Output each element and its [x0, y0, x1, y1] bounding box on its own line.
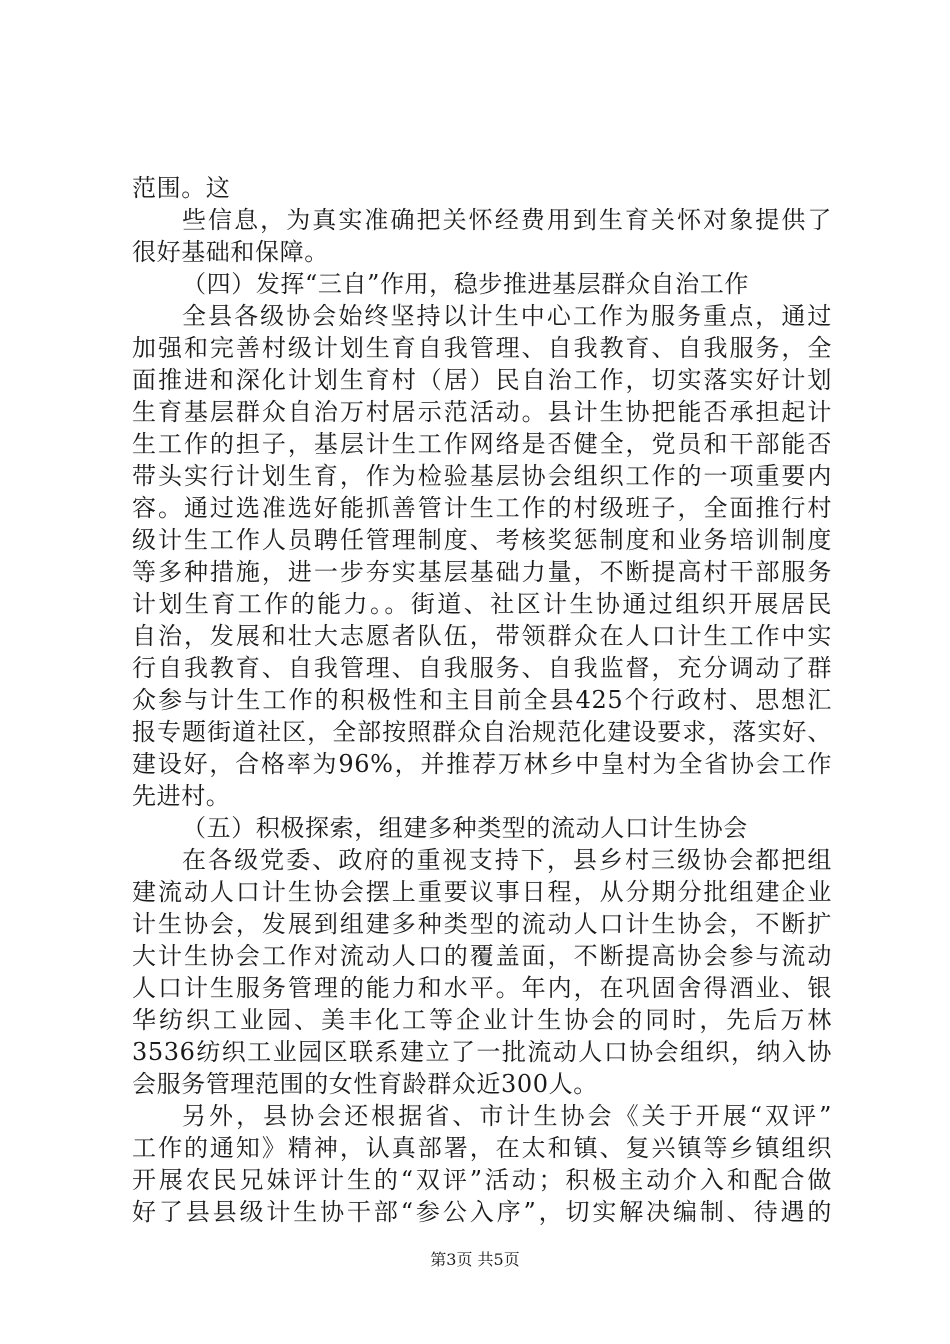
page-footer: 第3页 共5页: [430, 1250, 520, 1269]
text-line: 华纺织工业园、美丰化工等企业计生协会的同时，先后万林: [132, 1006, 832, 1034]
text-line: 加强和完善村级计划生育自我管理、自我教育、自我服务，全: [132, 334, 832, 362]
text-line: 好了县县级计生协干部“参公入序”，切实解决编制、待遇的: [132, 1198, 832, 1226]
text-line: 工作的通知》精神，认真部署，在太和镇、复兴镇等乡镇组织: [132, 1134, 832, 1162]
text-line: 人口计生服务管理的能力和水平。年内，在巩固舍得酒业、银: [132, 974, 832, 1002]
text-line: 面推进和深化计划生育村（居）民自治工作，切实落实好计划: [132, 366, 832, 394]
text-line: 范围。这: [132, 174, 231, 202]
section-heading: （五）积极探索，组建多种类型的流动人口计生协会: [182, 814, 748, 842]
text-line: 开展农民兄妹评计生的“双评”活动；积极主动介入和配合做: [132, 1166, 832, 1194]
text-line: 些信息，为真实准确把关怀经费用到生育关怀对象提供了: [182, 206, 832, 234]
section-heading: （四）发挥“三自”作用，稳步推进基层群众自治工作: [182, 270, 749, 298]
text-line: 生育基层群众自治万村居示范活动。县计生协把能否承担起计: [132, 398, 832, 426]
text-line: 很好基础和保障。: [132, 238, 329, 266]
text-line: 自治，发展和壮大志愿者队伍，带领群众在人口计生工作中实: [132, 622, 832, 650]
text-line: 等多种措施，进一步夯实基层基础力量，不断提高村干部服务: [132, 558, 832, 586]
text-line: 容。通过选准选好能抓善管计生工作的村级班子，全面推行村: [132, 494, 832, 522]
text-line: 行自我教育、自我管理、自我服务、自我监督，充分调动了群: [132, 654, 832, 682]
text-line: 另外，县协会还根据省、市计生协会《关于开展“双评”: [182, 1102, 832, 1130]
text-line: 带头实行计划生育，作为检验基层协会组织工作的一项重要内: [132, 462, 832, 490]
text-line: 计划生育工作的能力。。街道、社区计生协通过组织开展居民: [132, 590, 832, 618]
text-line: 会服务管理范围的女性育龄群众近300人。: [132, 1070, 598, 1098]
text-line: 全县各级协会始终坚持以计生中心工作为服务重点，通过: [182, 302, 832, 330]
text-line: 报专题街道社区，全部按照群众自治规范化建设要求，落实好、: [132, 718, 832, 746]
text-line: 先进村。: [132, 782, 231, 810]
text-line: 计生协会，发展到组建多种类型的流动人口计生协会，不断扩: [132, 910, 832, 938]
document-body: [132, 172, 832, 1228]
text-line: 建流动人口计生协会摆上重要议事日程，从分期分批组建企业: [132, 878, 832, 906]
text-line: 大计生协会工作对流动人口的覆盖面，不断提高协会参与流动: [132, 942, 832, 970]
text-line: 在各级党委、政府的重视支持下，县乡村三级协会都把组: [182, 846, 832, 874]
text-line: 众参与计生工作的积极性和主目前全县425个行政村、思想汇: [132, 686, 832, 714]
text-line: 建设好，合格率为96%，并推荐万林乡中皇村为全省协会工作: [132, 750, 832, 778]
text-line: 3536纺织工业园区联系建立了一批流动人口协会组织，纳入协: [132, 1038, 832, 1066]
text-line: 级计生工作人员聘任管理制度、考核奖惩制度和业务培训制度: [132, 526, 832, 554]
text-line: 生工作的担子，基层计生工作网络是否健全，党员和干部能否: [132, 430, 832, 458]
